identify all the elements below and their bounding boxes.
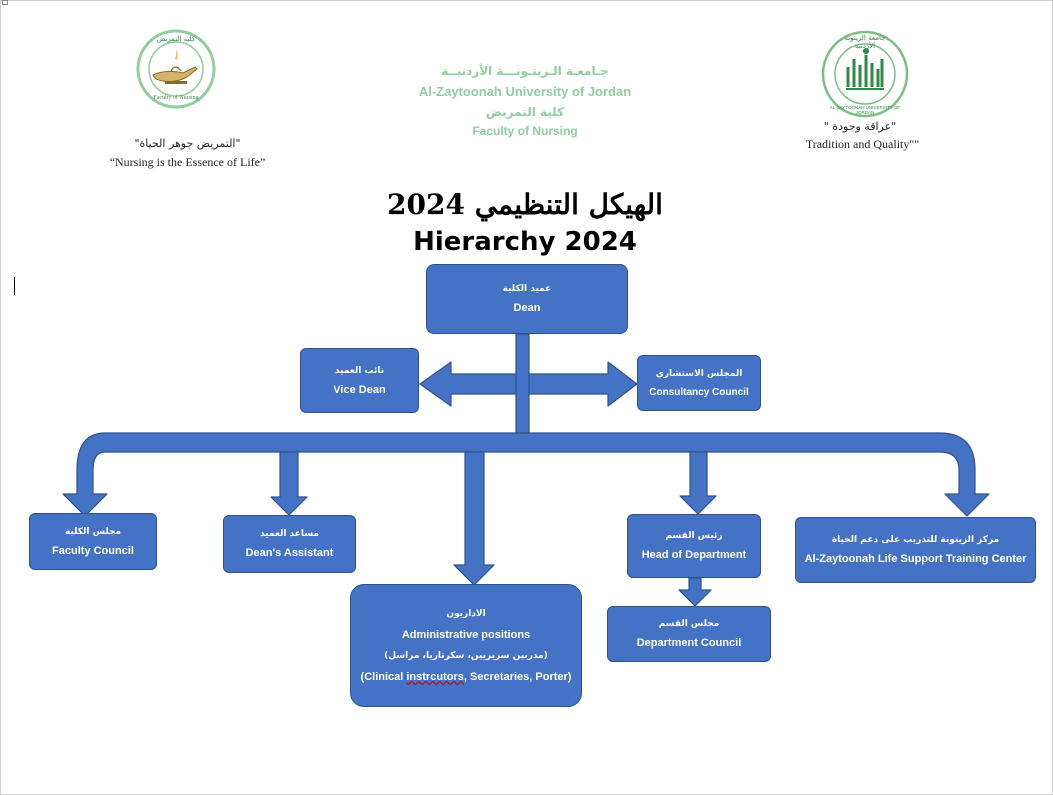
left-motto-en: “Nursing is the Essence of Life” [109,155,266,169]
admin-detail-en [361,671,572,683]
left-logo-text-en: Faculty of Nursing [153,95,199,101]
left-logo-text-ar: كلية التمريض [156,35,196,43]
admin-detail-ar: (مدربين سريريين، سكرتاريا، مراسل) [384,650,548,661]
dept-council-label-en: Department Council [636,637,742,649]
life-support-center-box[interactable] [795,517,1036,583]
arrow-to-department-council [679,578,711,606]
admin-detail-en-pre: (Clinical [360,670,407,683]
consultancy-council-box[interactable] [637,355,761,411]
arrow-to-head-of-department [680,452,716,514]
dept-council-label-ar: مجلس القسم [658,619,720,629]
branch-connector [63,433,989,516]
vice-dean-label-ar: نائب العميد [334,365,385,376]
arrow-to-administrative [454,452,494,585]
right-logo-text-ar: جامعة الزيتونة الأردنية [844,34,886,50]
dean-box[interactable] [426,264,628,334]
admin-detail-en-misspelled: instrcutors [406,670,464,683]
deans-assistant-label-ar: مساعد العميد [259,529,320,539]
admin-label-en: Administrative positions [401,628,531,641]
arrow-to-deans-assistant [271,452,307,515]
faculty-name-ar: كلية التمريض [485,105,565,119]
department-council-box[interactable] [607,606,771,662]
left-motto-ar: "التمريض جوهر الحياة" [134,137,241,150]
trunk-connector [516,334,529,434]
admin-label-ar: الاداريون [446,608,486,619]
arrow-to-vice-dean [420,362,516,406]
university-name-ar: جـامعـة الـزيتـونـــة الأردنيــة [441,64,609,78]
arrow-to-consultancy [529,362,637,406]
faculty-name-en: Faculty of Nursing [472,124,578,138]
deans-assistant-label-en: Dean's Assistant [245,547,334,559]
university-name-en: Al-Zaytoonah University of Jordan [418,84,632,99]
page-title-ar: الهيكل التنظيمي 2024 [387,188,663,221]
consultancy-label-en: Consultancy Council [649,386,749,398]
right-logo-text-en: AL-ZAYTOONAH UNIVERSITY OF JORDAN [829,105,901,115]
faculty-council-box[interactable] [29,513,157,570]
administrative-positions-box[interactable] [350,584,582,707]
dean-label-en: Dean [513,302,541,314]
text-cursor [14,277,15,295]
consultancy-label-ar: المجلس الاستشاري [655,368,743,379]
head-dept-label-ar: رئيس القسم [665,531,723,541]
head-dept-label-en: Head of Department [641,549,747,561]
faculty-council-label-ar: مجلس الكلية [64,526,122,537]
vice-dean-label-en: Vice Dean [333,383,386,396]
deans-assistant-box[interactable] [223,515,356,573]
admin-detail-en-post: , Secretaries, Porter) [463,670,572,683]
life-support-label-ar: مركز الزيتونة للتدريب على دعم الحياة [831,535,1000,545]
vice-dean-box[interactable] [300,348,419,413]
life-support-label-en: Al-Zaytoonah Life Support Training Center [804,553,1027,565]
right-motto-ar: " عراقة وجودة" [823,120,897,133]
page-title-en: Hierarchy 2024 [413,227,637,257]
dean-label-ar: عميد الكلية [502,284,552,294]
right-motto-en: Tradition and Quality"" [805,137,920,151]
faculty-council-label-en: Faculty Council [52,544,134,557]
head-of-department-box[interactable] [627,514,761,578]
